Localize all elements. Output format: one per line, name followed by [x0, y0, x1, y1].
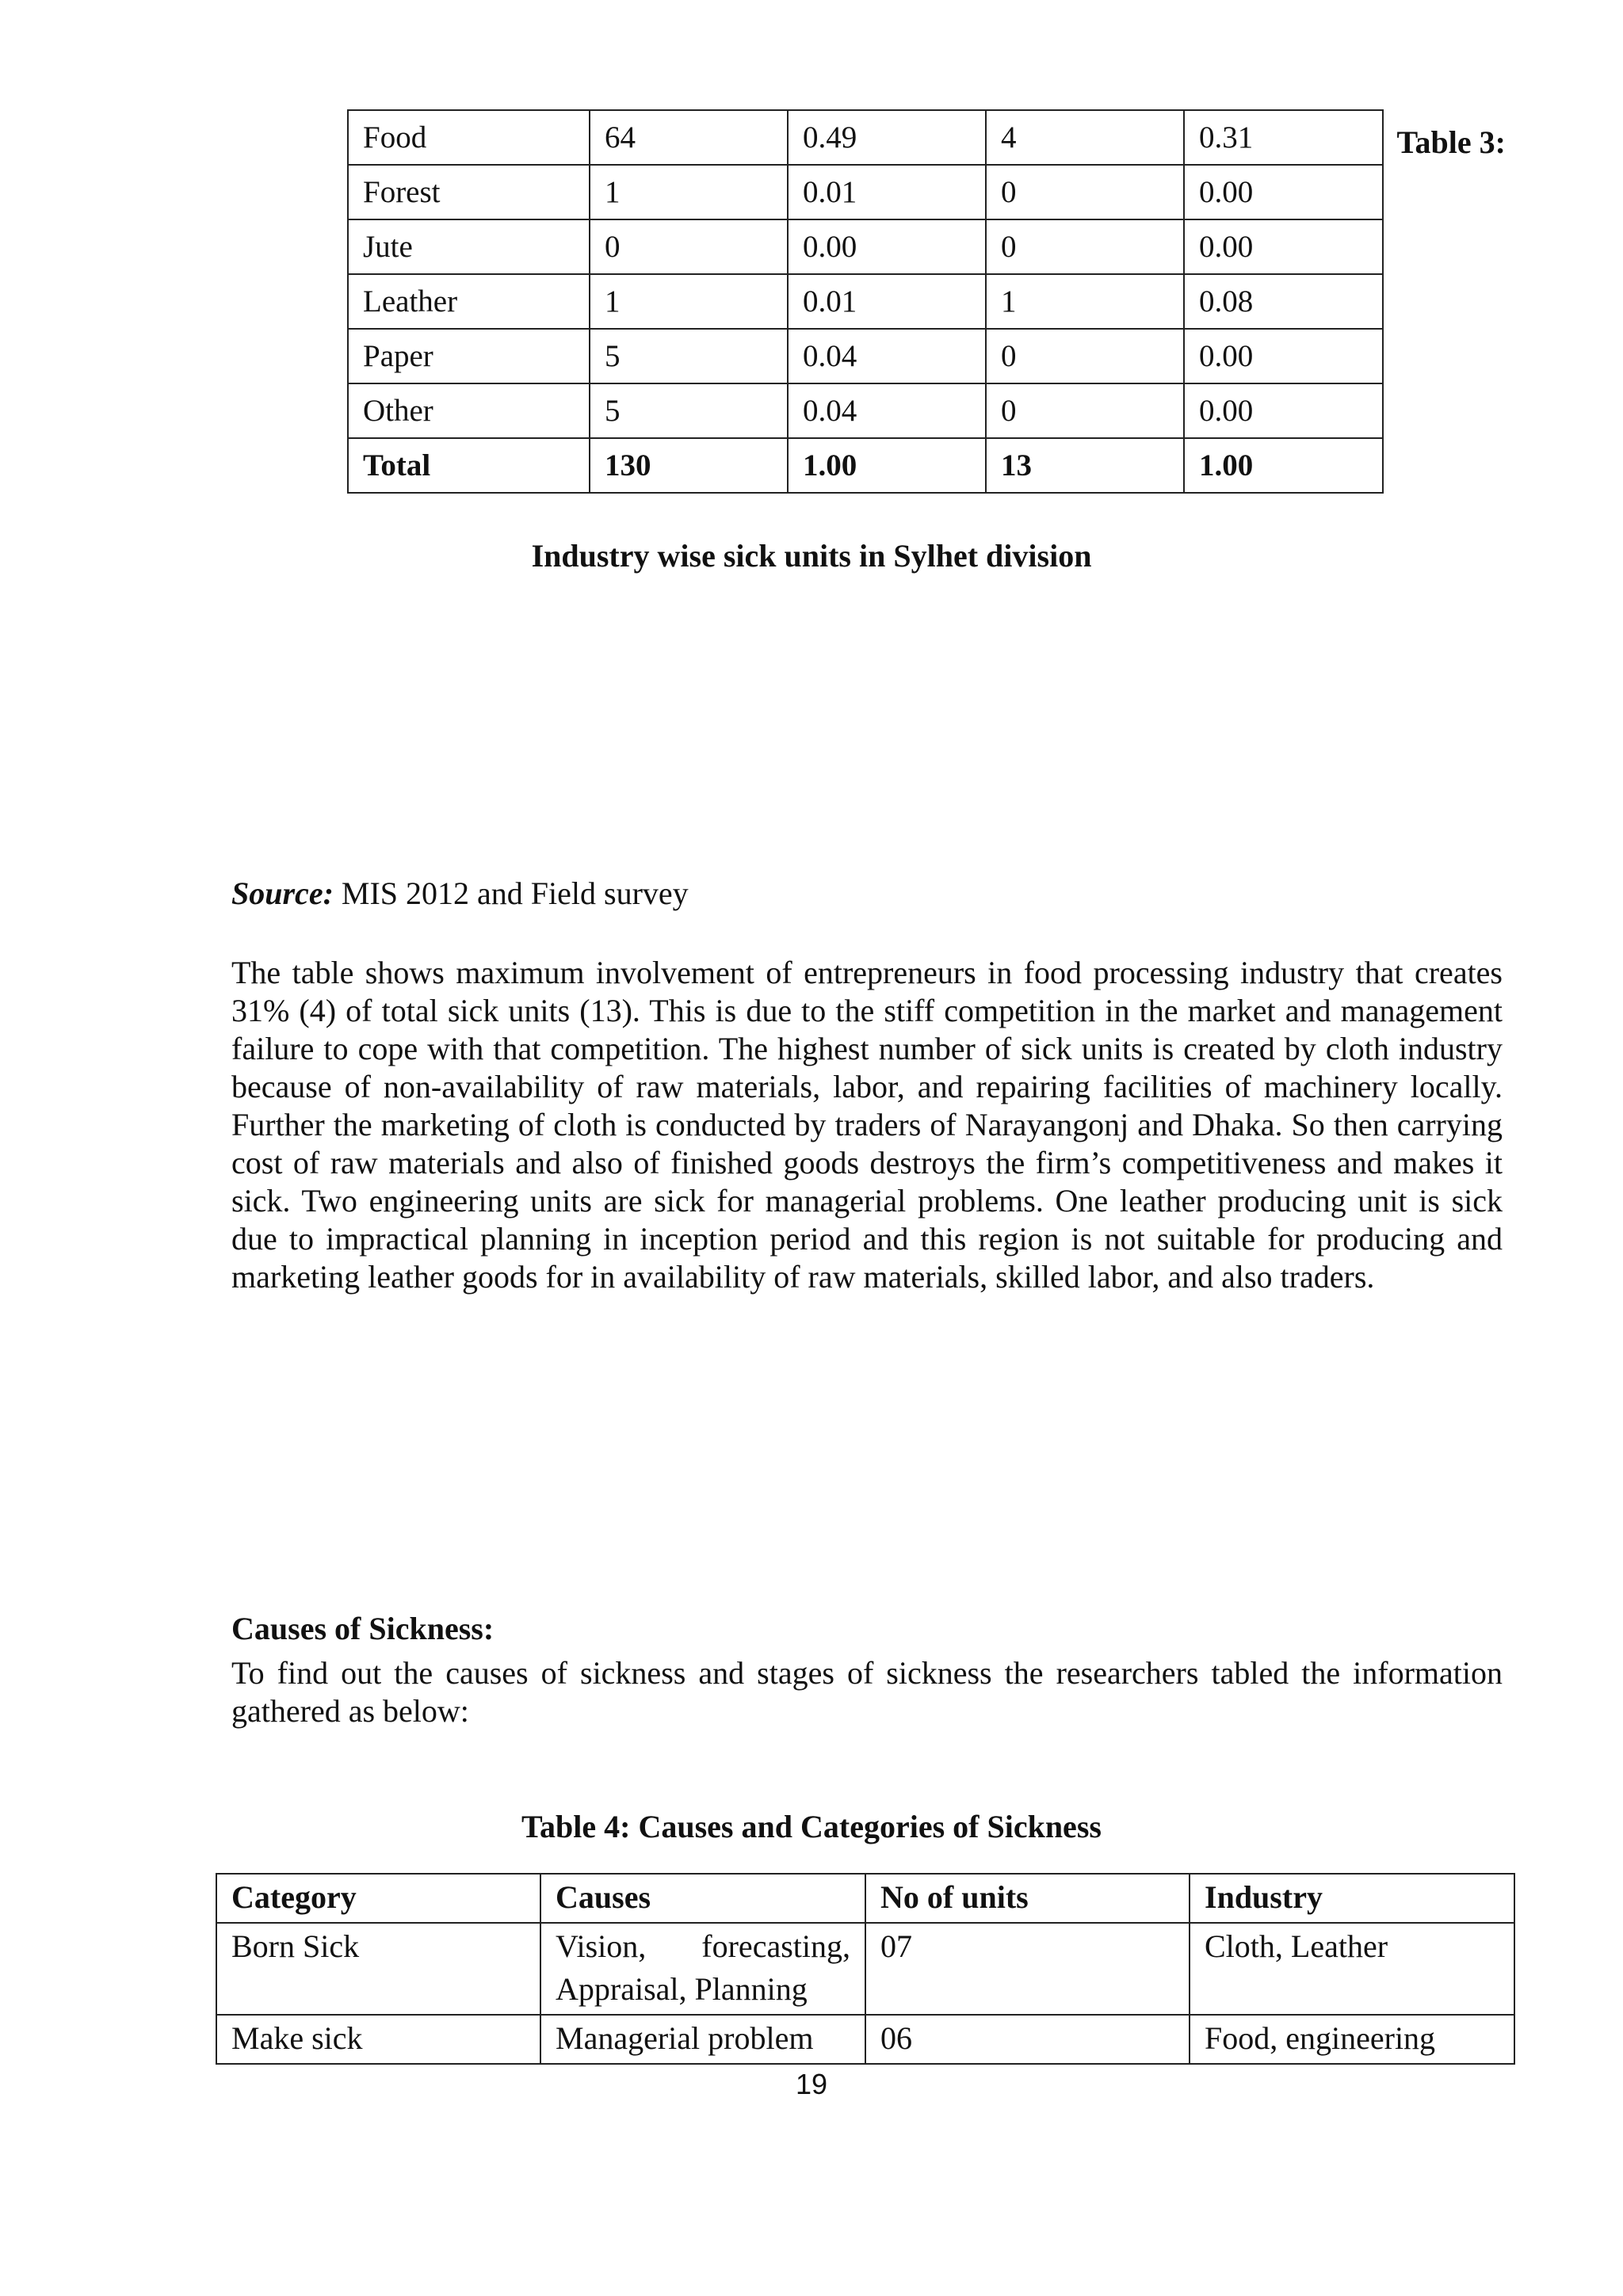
table-cell: 0 [986, 165, 1184, 219]
table-cell: 07 [865, 1923, 1190, 2015]
table-cell: 0.00 [788, 219, 986, 274]
table-3-label: Table 3: [1396, 124, 1506, 160]
table-cell: Cloth, Leather [1190, 1923, 1514, 2015]
causes-line: Appraisal, Planning [556, 1971, 808, 2007]
table-3-caption: Industry wise sick units in Sylhet division [531, 538, 1092, 574]
table-cell: 0 [986, 219, 1184, 274]
column-header: No of units [865, 1874, 1190, 1923]
body-paragraph-1: The table shows maximum involvement of entrepreneurs in food processing industry that creates 31% (4) of total sick units (13). This is due to the stiff competition in the market and management failure to cope with that competition. The highest number of sick units is created by cloth industry because of non-availability of raw materials, labor, and repairing facilities of machinery locally. Further the marketing of cloth is conducted by traders of Narayangonj and Dhaka. So then carrying cost of raw materials and also of finished goods destroys the firm’s competitiveness and makes it sick. Two engineering units are sick for managerial problems. One leather producing unit is sick due to impractical planning in inception period and this region is not suitable for producing and marketing leather goods for in availability of raw materials, skilled labor, and also traders. [231, 955, 1503, 1295]
table-cell: Other [348, 383, 590, 438]
table-cell: Make sick [216, 2015, 540, 2064]
table-row [348, 329, 1383, 383]
table-cell: 0 [986, 383, 1184, 438]
table-cell: 0.01 [788, 165, 986, 219]
table-cell: Food [348, 110, 590, 165]
table-cell: 0 [986, 329, 1184, 383]
table-cell: 0.49 [788, 110, 986, 165]
table-cell: 1.00 [788, 438, 986, 493]
source-text: MIS 2012 and Field survey [333, 875, 689, 911]
source-label: Source: [231, 875, 334, 911]
table-cell: Forest [348, 165, 590, 219]
table-row [216, 1923, 1514, 2015]
table-row [216, 2015, 1514, 2064]
table-4-caption: Table 4: Causes and Categories of Sickness [521, 1809, 1102, 1844]
table-cell: 0.04 [788, 383, 986, 438]
table-cell: 1 [590, 165, 788, 219]
column-header: Industry [1190, 1874, 1514, 1923]
table-cell: 0.04 [788, 329, 986, 383]
table-cell: 0.00 [1184, 219, 1383, 274]
table-cell: 0.01 [788, 274, 986, 329]
section-heading: Causes of Sickness: [231, 1611, 495, 1646]
table-cell: Total [348, 438, 590, 493]
table-cell: Paper [348, 329, 590, 383]
table-cell: 0 [590, 219, 788, 274]
table-cell: Jute [348, 219, 590, 274]
table-cell: Food, engineering [1190, 2015, 1514, 2064]
table-header-row [216, 1874, 1514, 1923]
table-cell [540, 1923, 865, 2015]
table-cell: 1 [986, 274, 1184, 329]
table-4 [216, 1873, 1515, 2065]
page-number: 19 [795, 2068, 828, 2100]
table-cell: 0.08 [1184, 274, 1383, 329]
table-cell: 5 [590, 383, 788, 438]
table-cell: 0.00 [1184, 165, 1383, 219]
table-row [348, 110, 1383, 165]
table-cell: 0.00 [1184, 383, 1383, 438]
body-paragraph-2: To find out the causes of sickness and stages of sickness the researchers tabled the information gathered as below: [231, 1655, 1503, 1729]
table-cell: 06 [865, 2015, 1190, 2064]
column-header: Category [216, 1874, 540, 1923]
table-cell: 130 [590, 438, 788, 493]
table-cell: Born Sick [216, 1923, 540, 2015]
table-cell: 13 [986, 438, 1184, 493]
table-cell: 0.00 [1184, 329, 1383, 383]
table-cell: 0.31 [1184, 110, 1383, 165]
table-row [348, 165, 1383, 219]
table-3 [347, 109, 1384, 494]
table-cell: Managerial problem [540, 2015, 865, 2064]
table-cell: 1 [590, 274, 788, 329]
causes-line: Vision, forecasting, [556, 1928, 850, 1964]
source-note [231, 875, 689, 912]
table-cell: 4 [986, 110, 1184, 165]
column-header: Causes [540, 1874, 865, 1923]
table-cell: 64 [590, 110, 788, 165]
table-cell: Leather [348, 274, 590, 329]
table-cell: 5 [590, 329, 788, 383]
table-total-row [348, 438, 1383, 493]
table-row [348, 383, 1383, 438]
table-cell: 1.00 [1184, 438, 1383, 493]
table-row [348, 219, 1383, 274]
table-row [348, 274, 1383, 329]
